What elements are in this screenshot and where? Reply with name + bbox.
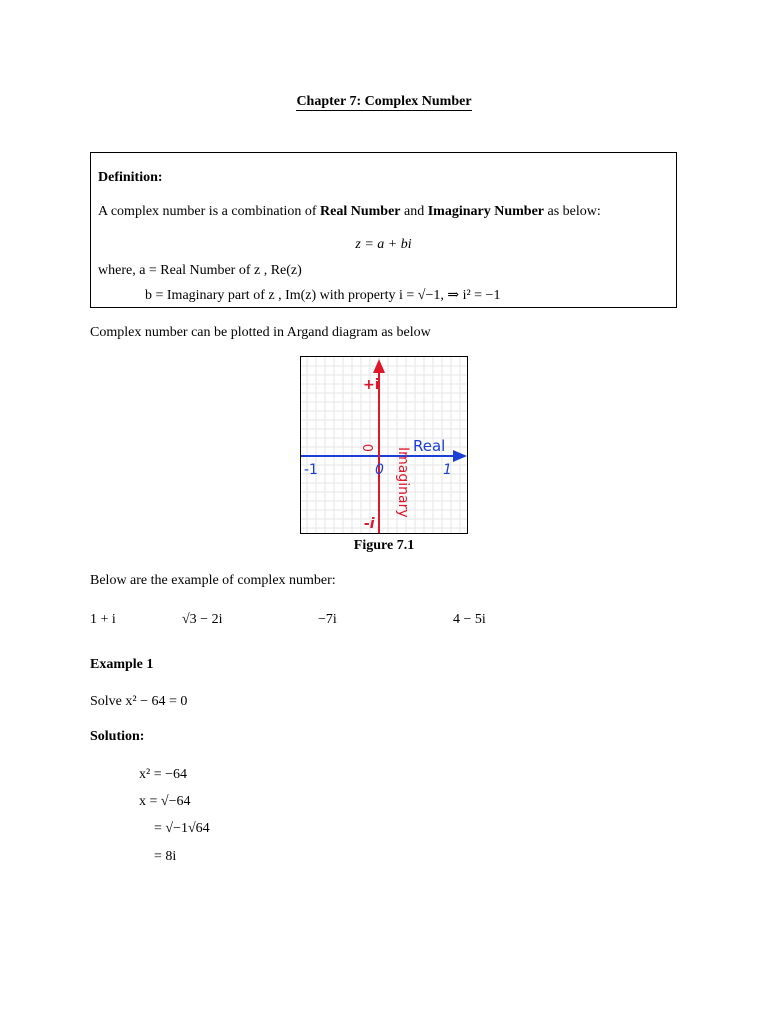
figure-caption: Figure 7.1 bbox=[353, 538, 415, 553]
definition-box bbox=[90, 152, 677, 308]
solution-heading: Solution: bbox=[90, 729, 145, 744]
solution-step: x = √−64 bbox=[139, 794, 191, 809]
neg-one-label: -1 bbox=[304, 462, 318, 478]
example-item: −7i bbox=[318, 612, 337, 627]
examples-intro-text: Below are the example of complex number: bbox=[90, 573, 336, 588]
argand-diagram-svg bbox=[301, 357, 467, 533]
zero-vertical-label: 0 bbox=[362, 443, 377, 452]
example-item: √3 − 2i bbox=[182, 612, 223, 627]
example-item: 4 − 5i bbox=[453, 612, 486, 627]
definition-where-line: where, a = Real Number of z , Re(z) bbox=[98, 263, 302, 278]
real-label: Real bbox=[413, 437, 446, 455]
definition-b-line: b = Imaginary part of z , Im(z) with property i = √−1, ⇒ i² = −1 bbox=[145, 288, 501, 303]
intro-text: and bbox=[400, 204, 428, 219]
real-number-term: Real Number bbox=[320, 204, 401, 219]
zero-label: 0 bbox=[375, 462, 384, 478]
argand-diagram bbox=[300, 356, 468, 534]
argand-intro-text: Complex number can be plotted in Argand diagram as below bbox=[90, 325, 431, 340]
intro-text: A complex number is a combination of bbox=[98, 204, 321, 219]
plus-i-label: +i bbox=[363, 377, 380, 393]
definition-intro bbox=[98, 204, 601, 220]
solution-step: = √−1√64 bbox=[154, 821, 210, 836]
solution-step: x² = −64 bbox=[139, 767, 187, 782]
imaginary-number-term: Imaginary Number bbox=[427, 204, 545, 219]
intro-text: as below: bbox=[544, 204, 601, 219]
definition-formula: z = a + bi bbox=[355, 237, 412, 252]
one-label: 1 bbox=[443, 462, 452, 478]
example1-heading: Example 1 bbox=[90, 657, 154, 672]
definition-heading: Definition: bbox=[98, 170, 163, 185]
solution-step: = 8i bbox=[154, 849, 177, 864]
minus-i-label: -i bbox=[364, 516, 375, 532]
example1-problem: Solve x² − 64 = 0 bbox=[90, 694, 188, 709]
page-title: Chapter 7: Complex Number bbox=[296, 94, 472, 109]
example-item: 1 + i bbox=[90, 612, 116, 627]
imaginary-label: Imaginary bbox=[395, 447, 411, 518]
